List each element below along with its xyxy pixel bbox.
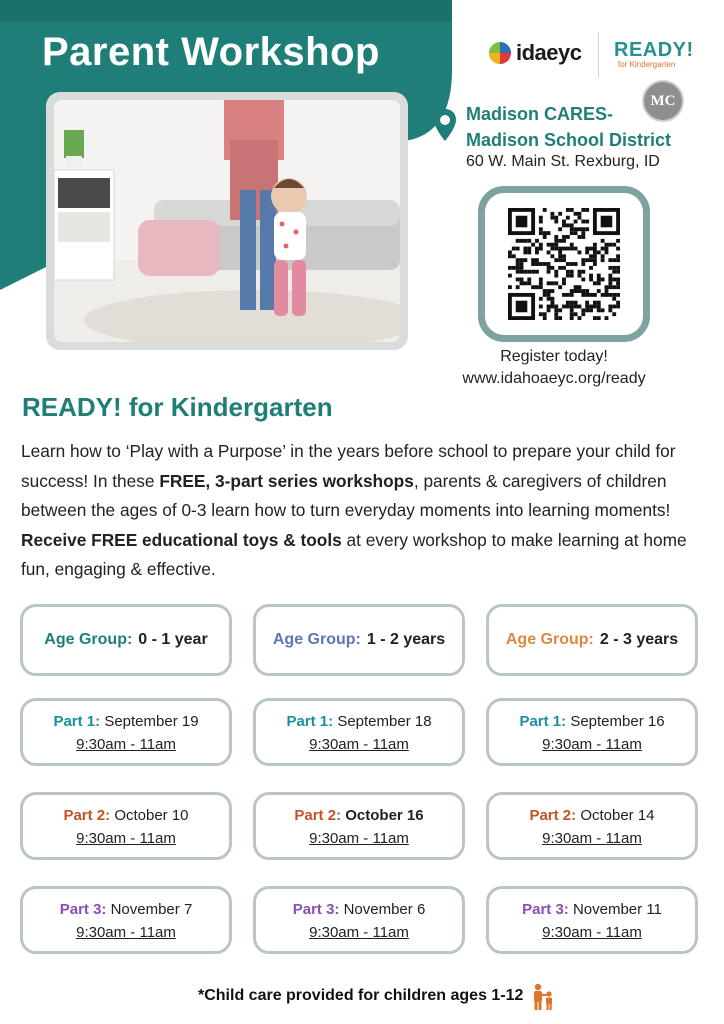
session-card-part1-age1-2	[253, 698, 465, 766]
session-time: 9:30am - 11am	[309, 830, 409, 847]
ready-logo-text: READY!	[614, 39, 694, 61]
session-card-part2-age2-3	[486, 792, 698, 860]
register-info	[440, 346, 668, 390]
photo-frame	[46, 92, 408, 350]
session-card-part1-age0-1	[20, 698, 232, 766]
session-card-part2-age0-1	[20, 792, 232, 860]
session-part-label: Part 3:	[59, 901, 107, 918]
qr-code-frame[interactable]	[478, 186, 650, 342]
program-description	[21, 437, 707, 585]
age-group-value: 0 - 1 year	[138, 631, 208, 648]
session-card-part1-age2-3	[486, 698, 698, 766]
session-time: 9:30am - 11am	[309, 736, 409, 753]
session-time: 9:30am - 11am	[309, 924, 409, 941]
session-card-part2-age1-2	[253, 792, 465, 860]
session-time: 9:30am - 11am	[76, 830, 176, 847]
age-group-value: 1 - 2 years	[366, 631, 446, 648]
age-group-card-1-2	[253, 604, 465, 676]
page-title: Parent Workshop	[42, 30, 380, 74]
idaeyc-puzzle-icon	[488, 41, 512, 65]
session-part-label: Part 2:	[63, 807, 111, 824]
session-date: September 16	[570, 713, 665, 730]
desc-text-1: Learn how to ‘Play with a Purpose’ in the years before school to prepare your child for success! In these	[21, 441, 676, 491]
session-card-part3-age2-3	[486, 886, 698, 954]
age-group-label: Age Group:	[505, 631, 594, 648]
session-date: November 6	[343, 901, 426, 918]
age-group-label: Age Group:	[272, 631, 361, 648]
session-part-label: Part 3:	[292, 901, 340, 918]
session-date: October 14	[580, 807, 655, 824]
desc-text-2: , parents & caregivers of children between the ages of 0-3 learn how to turn everyday moments into learning moments!	[21, 470, 671, 520]
session-date: November 11	[572, 901, 662, 918]
session-part-label: Part 1:	[53, 713, 101, 730]
session-time: 9:30am - 11am	[76, 736, 176, 753]
session-part-label: Part 1:	[519, 713, 567, 730]
childcare-note: *Child care provided for children ages 1-12	[198, 987, 524, 1004]
session-date: October 16	[345, 807, 424, 824]
session-time: 9:30am - 11am	[542, 924, 642, 941]
desc-bold-1: FREE, 3-part series workshops	[159, 470, 414, 491]
org-name-line1: Madison CARES-	[466, 104, 614, 124]
register-text: Register today!	[500, 348, 608, 365]
session-part-label: Part 1:	[286, 713, 334, 730]
desc-text-3: at every workshop to make learning at home fun, engaging & effective.	[21, 529, 687, 579]
session-date: October 10	[114, 807, 189, 824]
session-part-label: Part 3:	[522, 901, 569, 918]
session-date: September 18	[337, 713, 432, 730]
ready-logo	[614, 40, 694, 69]
family-icon	[530, 983, 556, 1011]
age-group-value: 2 - 3 years	[599, 631, 679, 648]
age-group-card-2-3	[486, 604, 698, 676]
session-date: September 19	[104, 713, 199, 730]
session-time: 9:30am - 11am	[542, 830, 642, 847]
ready-logo-subtext: for Kindergarten	[618, 60, 676, 69]
age-group-card-0-1	[20, 604, 232, 676]
session-part-label: Part 2:	[529, 807, 577, 824]
location-pin-icon	[433, 108, 457, 142]
register-url[interactable]: www.idahoaeyc.org/ready	[462, 370, 646, 387]
address: 60 W. Main St. Rexburg, ID	[466, 153, 660, 170]
mc-logo: MC	[642, 80, 684, 122]
parent-child-photo	[54, 100, 400, 342]
org-name-line2: Madison School District	[466, 130, 672, 150]
desc-bold-2: Receive FREE educational toys & tools	[21, 529, 342, 550]
session-card-part3-age1-2	[253, 886, 465, 954]
session-time: 9:30am - 11am	[76, 924, 176, 941]
session-card-part3-age0-1	[20, 886, 232, 954]
idaeyc-logo	[488, 40, 582, 66]
session-part-label: Part 2:	[294, 807, 342, 824]
idaeyc-logo-text: idaeyc	[516, 40, 582, 65]
program-heading: READY! for Kindergarten	[22, 392, 333, 422]
logo-divider	[598, 32, 599, 78]
qr-code[interactable]	[508, 208, 620, 320]
session-time: 9:30am - 11am	[542, 736, 642, 753]
session-date: November 7	[110, 901, 193, 918]
age-group-label: Age Group:	[44, 631, 133, 648]
